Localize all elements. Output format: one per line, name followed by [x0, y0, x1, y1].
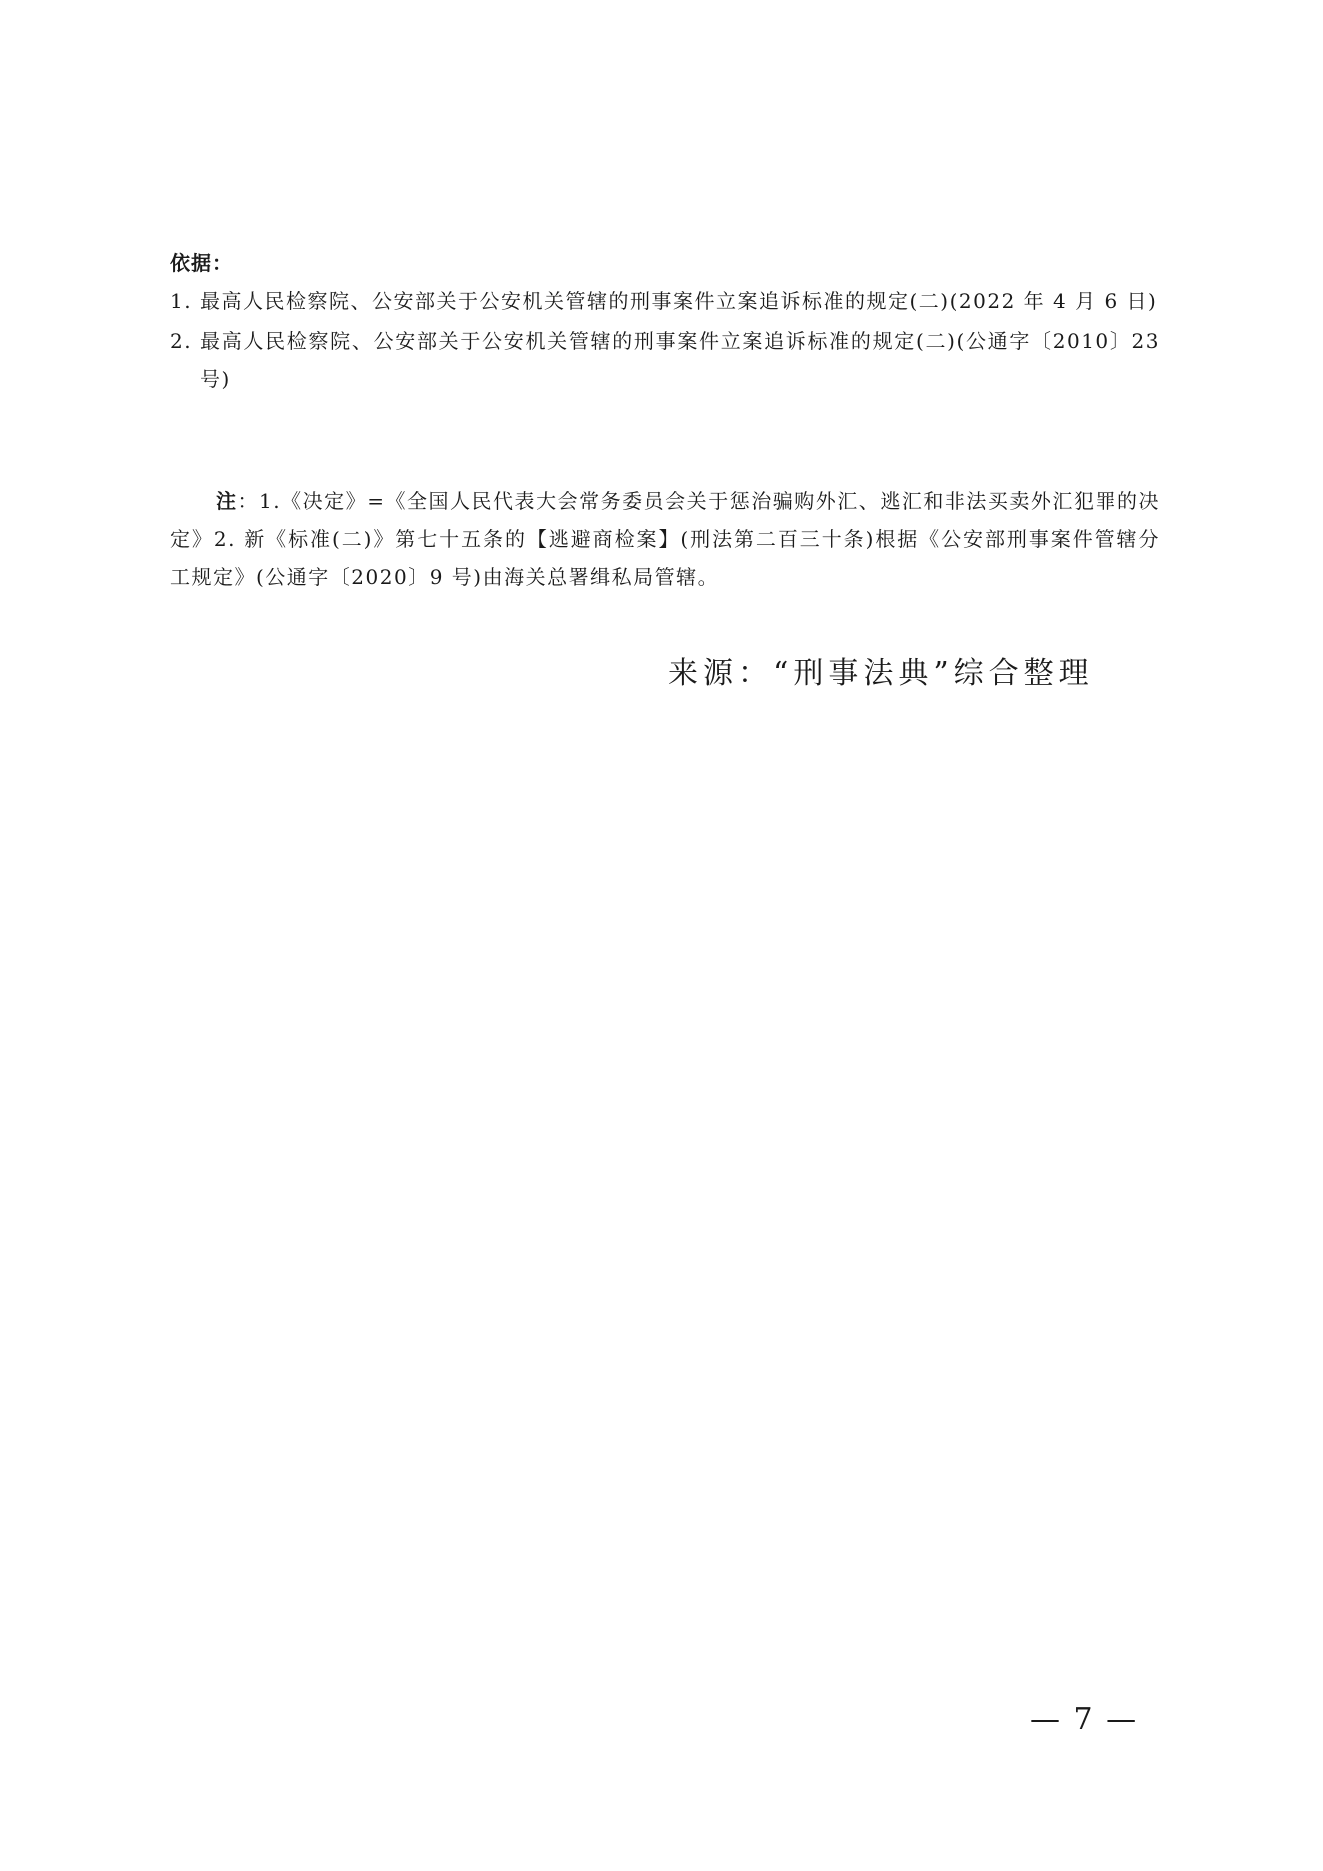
basis-item-number: 1. [170, 289, 193, 313]
basis-item-text: 最高人民检察院、公安部关于公安机关管辖的刑事案件立案追诉标准的规定(二)(公通字〔2010〕23 号) [200, 329, 1160, 391]
basis-item-number: 2. [170, 329, 193, 353]
source-attribution: 来源：“刑事法典”综合整理 [668, 656, 1094, 691]
basis-list [170, 282, 1160, 400]
note-label: 注 [216, 489, 238, 513]
basis-heading: 依据： [170, 251, 233, 275]
note-paragraph [170, 482, 1160, 596]
note-text: ：1.《决定》=《全国人民代表大会常务委员会关于惩治骗购外汇、逃汇和非法买卖外汇犯罪的决定》2. 新《标准(二)》第七十五条的【逃避商检案】(刑法第二百三十条)根据《公安部刑事案件管辖分工规定》(公通字〔2020〕9 号)由海关总署缉私局管辖。 [170, 489, 1160, 589]
basis-item [170, 282, 1160, 320]
basis-item-text: 最高人民检察院、公安部关于公安机关管辖的刑事案件立案追诉标准的规定(二)(2022 年 4 月 6 日) [200, 289, 1158, 313]
page-number: — 7 — [1030, 1702, 1139, 1737]
basis-item [170, 322, 1160, 398]
